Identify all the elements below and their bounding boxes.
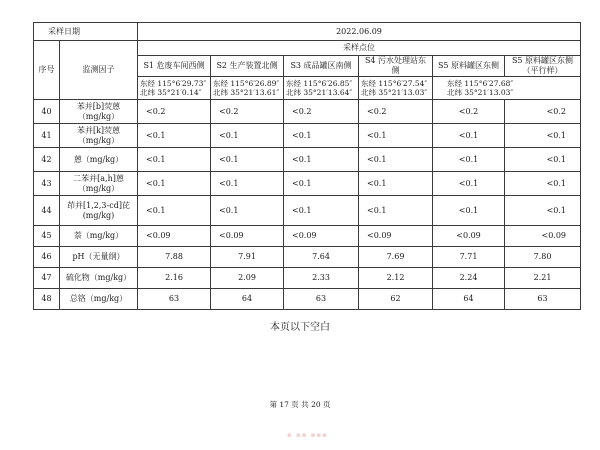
site-longitude: 东经 115°6′26.89″	[213, 79, 280, 88]
row-value: <0.1	[211, 172, 284, 196]
row-factor: 蒽（mg/kg）	[60, 148, 138, 172]
site-coords	[211, 77, 284, 100]
site-name	[505, 56, 581, 77]
row-number: 45	[34, 226, 60, 247]
row-value: 7.80	[505, 247, 581, 268]
row-value: <0.2	[359, 100, 433, 124]
site-name-sub: （平行样）	[522, 66, 563, 75]
site-name: S1 危废车间西侧	[138, 56, 211, 77]
row-value: <0.2	[505, 100, 581, 124]
row-value: <0.1	[359, 172, 433, 196]
row-value: <0.1	[211, 148, 284, 172]
site-latitude: 北纬 35°21′13.61″	[213, 88, 280, 97]
site-longitude: 东经 115°6′26.85″	[286, 79, 353, 88]
row-value: <0.1	[359, 124, 433, 148]
site-longitude: 东经 115°6′27.68″	[447, 79, 514, 88]
site-latitude: 北纬 35°21′13.03″	[447, 88, 514, 97]
row-factor: 萘（mg/kg）	[60, 226, 138, 247]
date-label: 采样日期	[34, 23, 138, 41]
points-row	[34, 41, 581, 56]
factor-header: 监测因子	[60, 41, 138, 100]
row-number: 43	[34, 172, 60, 196]
stamp-mark: ▪ ▪▪ ▪▪▪	[287, 431, 328, 439]
row-factor	[60, 196, 138, 226]
table-row	[34, 148, 581, 172]
row-factor: 硫化物（mg/kg）	[60, 268, 138, 289]
row-value: <0.1	[138, 172, 211, 196]
row-factor: pH（无量纲）	[60, 247, 138, 268]
row-value: 7.64	[284, 247, 359, 268]
row-value: 63	[138, 289, 211, 310]
row-value: <0.1	[284, 148, 359, 172]
row-value: <0.1	[284, 196, 359, 226]
page-footer: 第 17 页 共 20 页	[269, 400, 331, 409]
row-value: <0.1	[211, 124, 284, 148]
row-value: 2.16	[138, 268, 211, 289]
row-number: 47	[34, 268, 60, 289]
row-factor-main: 茚并[1,2,3-cd]芘	[67, 200, 130, 210]
row-value: <0.1	[433, 124, 505, 148]
row-value: 63	[284, 289, 359, 310]
row-value: <0.1	[138, 196, 211, 226]
row-value: <0.1	[433, 196, 505, 226]
row-factor: 苯并[b]荧蒽（mg/kg）	[60, 100, 138, 124]
points-header: 采样点位	[138, 41, 581, 56]
row-value: 7.71	[433, 247, 505, 268]
row-value: <0.1	[433, 148, 505, 172]
date-value: 2022.06.09	[138, 23, 581, 41]
row-value: 64	[211, 289, 284, 310]
row-value: 2.09	[211, 268, 284, 289]
row-value: 2.21	[505, 268, 581, 289]
site-coords	[433, 77, 581, 100]
row-value: <0.2	[284, 100, 359, 124]
report-table	[33, 22, 581, 310]
row-value: <0.09	[284, 226, 359, 247]
row-value: 2.12	[359, 268, 433, 289]
row-factor: 苯并[k]荧蒽（mg/kg）	[60, 124, 138, 148]
site-coords	[359, 77, 433, 100]
table-row	[34, 247, 581, 268]
row-value: <0.09	[433, 226, 505, 247]
row-factor-unit: (mg/kg)	[82, 210, 115, 220]
row-value: <0.1	[505, 124, 581, 148]
row-number: 44	[34, 196, 60, 226]
table-row	[34, 226, 581, 247]
row-value: 2.24	[433, 268, 505, 289]
row-value: <0.1	[505, 148, 581, 172]
row-number: 46	[34, 247, 60, 268]
site-latitude: 北纬 35°21′13.03″	[361, 88, 428, 97]
row-value: <0.1	[138, 148, 211, 172]
row-value: <0.1	[284, 172, 359, 196]
row-value: <0.09	[211, 226, 284, 247]
date-row	[34, 23, 581, 41]
site-coords	[138, 77, 211, 100]
row-value: <0.1	[433, 172, 505, 196]
row-value: <0.09	[505, 226, 581, 247]
row-value: 7.69	[359, 247, 433, 268]
table-row	[34, 289, 581, 310]
site-latitude: 北纬 35°21′13.64″	[286, 88, 353, 97]
table-row	[34, 172, 581, 196]
row-value: <0.1	[211, 196, 284, 226]
site-longitude: 东经 115°6′27.54″	[361, 79, 428, 88]
site-name: S5 原料罐区东侧	[433, 56, 505, 77]
row-value: <0.1	[359, 196, 433, 226]
row-value: 2.33	[284, 268, 359, 289]
row-value: <0.2	[433, 100, 505, 124]
table-row	[34, 196, 581, 226]
row-value: <0.09	[359, 226, 433, 247]
site-longitude: 东经 115°6′29.73″	[140, 79, 207, 88]
site-name: S4 污水处理站东侧	[359, 56, 433, 77]
table-row	[34, 124, 581, 148]
row-factor: 总铬（mg/kg）	[60, 289, 138, 310]
serial-header: 序号	[34, 41, 60, 100]
row-value: <0.2	[211, 100, 284, 124]
row-number: 42	[34, 148, 60, 172]
row-value: 7.88	[138, 247, 211, 268]
site-latitude: 北纬 35°21′0.14″	[140, 88, 202, 97]
row-value: <0.1	[505, 196, 581, 226]
row-value: <0.1	[138, 124, 211, 148]
row-value: <0.2	[138, 100, 211, 124]
table-row	[34, 268, 581, 289]
site-coords	[284, 77, 359, 100]
row-value: 63	[505, 289, 581, 310]
row-value: <0.1	[284, 124, 359, 148]
site-name-main: S5 原料罐区东侧	[511, 56, 574, 65]
row-value: 64	[433, 289, 505, 310]
row-value: <0.1	[359, 148, 433, 172]
row-number: 41	[34, 124, 60, 148]
row-number: 48	[34, 289, 60, 310]
row-number: 40	[34, 100, 60, 124]
row-factor: 二苯并[a,h]蒽（mg/kg）	[60, 172, 138, 196]
table-row	[34, 100, 581, 124]
site-name: S2 生产装置北侧	[211, 56, 284, 77]
blank-below-note: 本页以下空白	[270, 322, 330, 333]
row-value: <0.1	[505, 172, 581, 196]
row-value: 62	[359, 289, 433, 310]
row-value: 7.91	[211, 247, 284, 268]
site-name: S3 成品罐区南侧	[284, 56, 359, 77]
row-value: <0.09	[138, 226, 211, 247]
